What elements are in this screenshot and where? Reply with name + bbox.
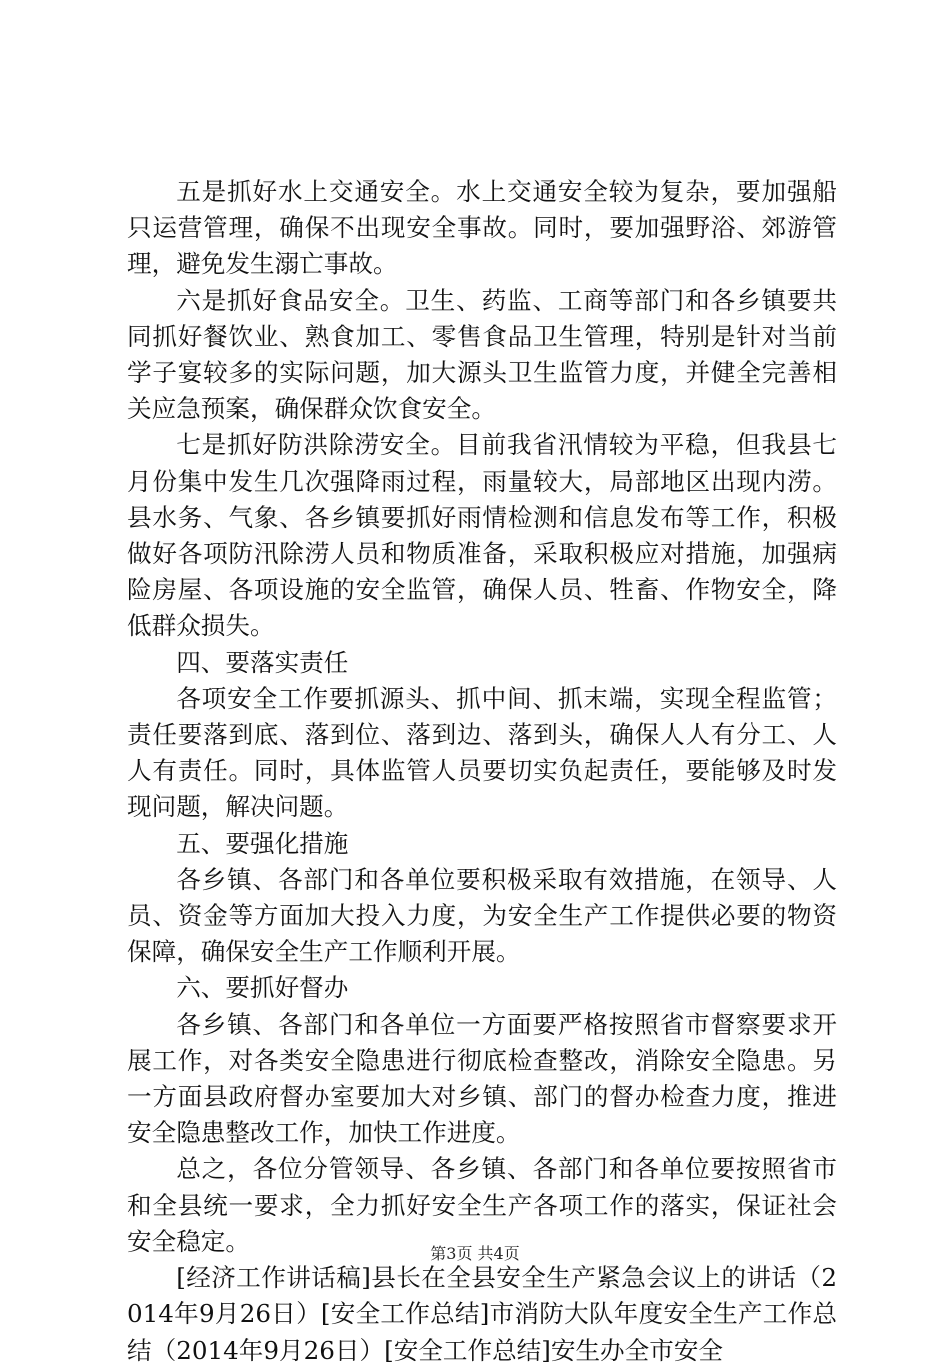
document-body [127,174,837,1369]
heading-supervision: 六、要抓好督办 [176,973,349,1003]
paragraph-flood-control-safety: 七是抓好防洪除涝安全。目前我省汛情较为平稳，但我县七月份集中发生几次强降雨过程，雨量较大，局部地区出现内涝。县水务、气象、各乡镇要抓好雨情检测和信息发布等工作，积极做好各项防汛除涝人员和物质准备，采取积极应对措施，加强病险房屋、各项设施的安全监管，确保人员、牲畜、作物安全，降低群众损失。 [127,430,837,641]
paragraph-related-links: [经济工作讲话稿]县长在全县安全生产紧急会议上的讲话（2014年9月26日）[安全工作总结]市消防大队年度安全生产工作总结（2014年9月26日）[安全工作总结]安生办全市安全 [127,1263,837,1365]
paragraph-supervision: 各乡镇、各部门和各单位一方面要严格按照省市督察要求开展工作，对各类安全隐患进行彻底检查整改，消除安全隐患。另一方面县政府督办室要加大对乡镇、部门的督办检查力度，推进安全隐患整改工作，加快工作进度。 [127,1009,837,1148]
paragraph-water-traffic-safety: 五是抓好水上交通安全。水上交通安全较为复杂，要加强船只运营管理，确保不出现安全事故。同时，要加强野浴、郊游管理，避免发生溺亡事故。 [127,177,837,279]
heading-implement-responsibility: 四、要落实责任 [176,647,349,677]
paragraph-food-safety: 六是抓好食品安全。卫生、药监、工商等部门和各乡镇要共同抓好餐饮业、熟食加工、零售食品卫生管理，特别是针对当前学子宴较多的实际问题，加大源头卫生监管力度，并健全完善相关应急预案，确保群众饮食安全。 [127,285,837,424]
paragraph-responsibility: 各项安全工作要抓源头、抓中间、抓末端，实现全程监管；责任要落到底、落到位、落到边、落到头，确保人人有分工、人人有责任。同时，具体监管人员要切实负起责任，要能够及时发现问题，解决问题。 [127,683,837,822]
page-number-footer: 第3页 共4页 [430,1244,520,1263]
paragraph-conclusion: 总之，各位分管领导、各乡镇、各部门和各单位要按照省市和全县统一要求，全力抓好安全生产各项工作的落实，保证社会安全稳定。 [127,1154,837,1256]
paragraph-measures: 各乡镇、各部门和各单位要积极采取有效措施，在领导、人员、资金等方面加大投入力度，为安全生产工作提供必要的物资保障，确保安全生产工作顺利开展。 [127,864,837,967]
heading-strengthen-measures: 五、要强化措施 [176,828,349,858]
